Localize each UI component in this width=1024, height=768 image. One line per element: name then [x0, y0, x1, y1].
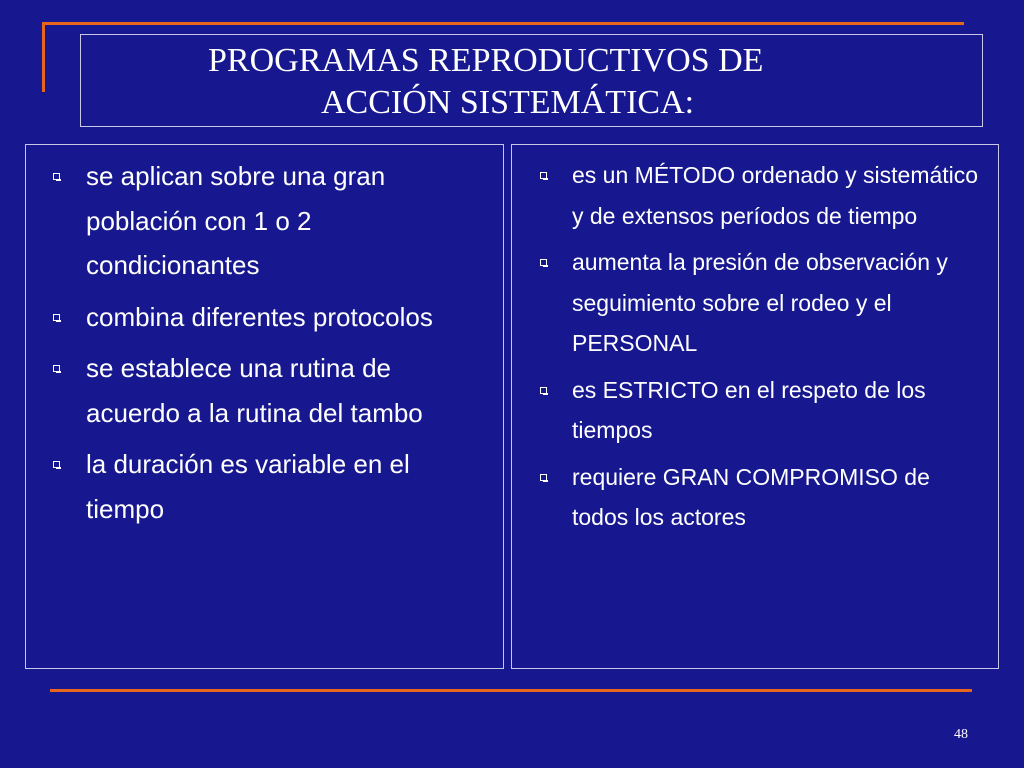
list-item: [86, 442, 491, 531]
square-bullet-icon: [540, 387, 547, 394]
list-item-text: es ESTRICTO en el respeto de los tiempos: [572, 376, 926, 443]
list-item: [86, 295, 491, 340]
square-bullet-icon: [540, 172, 547, 179]
square-bullet-icon: [540, 474, 547, 481]
square-bullet-icon: [53, 461, 60, 468]
bottom-rule: [50, 689, 972, 692]
right-bullet-list: [572, 155, 982, 544]
slide-number: 48: [954, 727, 968, 742]
list-item-text: es un MÉTODO ordenado y sistemático y de extensos períodos de tiempo: [572, 162, 979, 229]
frame-top-rule: [42, 22, 964, 25]
list-item-text: se aplican sobre una gran población con 1 o 2 condicionantes: [86, 161, 386, 280]
list-item-text: se establece una rutina de acuerdo a la rutina del tambo: [86, 353, 423, 428]
left-panel: [25, 144, 504, 669]
left-bullet-list: [86, 154, 491, 538]
list-item-text: combina diferentes protocolos: [86, 301, 433, 332]
title-line-1: PROGRAMAS REPRODUCTIVOS DE: [208, 42, 764, 79]
list-item-text: aumenta la presión de observación y seguimiento sobre el rodeo y el PERSONAL: [572, 249, 948, 356]
right-panel: [511, 144, 999, 669]
list-item-text: la duración es variable en el tiempo: [86, 449, 410, 524]
square-bullet-icon: [53, 173, 60, 180]
list-item: [572, 370, 982, 451]
list-item: [572, 457, 982, 538]
list-item: [572, 242, 982, 364]
list-item: [86, 346, 491, 435]
square-bullet-icon: [53, 365, 60, 372]
square-bullet-icon: [540, 259, 547, 266]
list-item: [572, 155, 982, 236]
frame-left-rule: [42, 22, 45, 92]
list-item-text: requiere GRAN COMPROMISO de todos los actores: [572, 463, 930, 530]
title-box: [80, 34, 983, 127]
list-item: [86, 154, 491, 288]
square-bullet-icon: [53, 314, 60, 321]
title-line-2: ACCIÓN SISTEMÁTICA:: [321, 84, 695, 121]
